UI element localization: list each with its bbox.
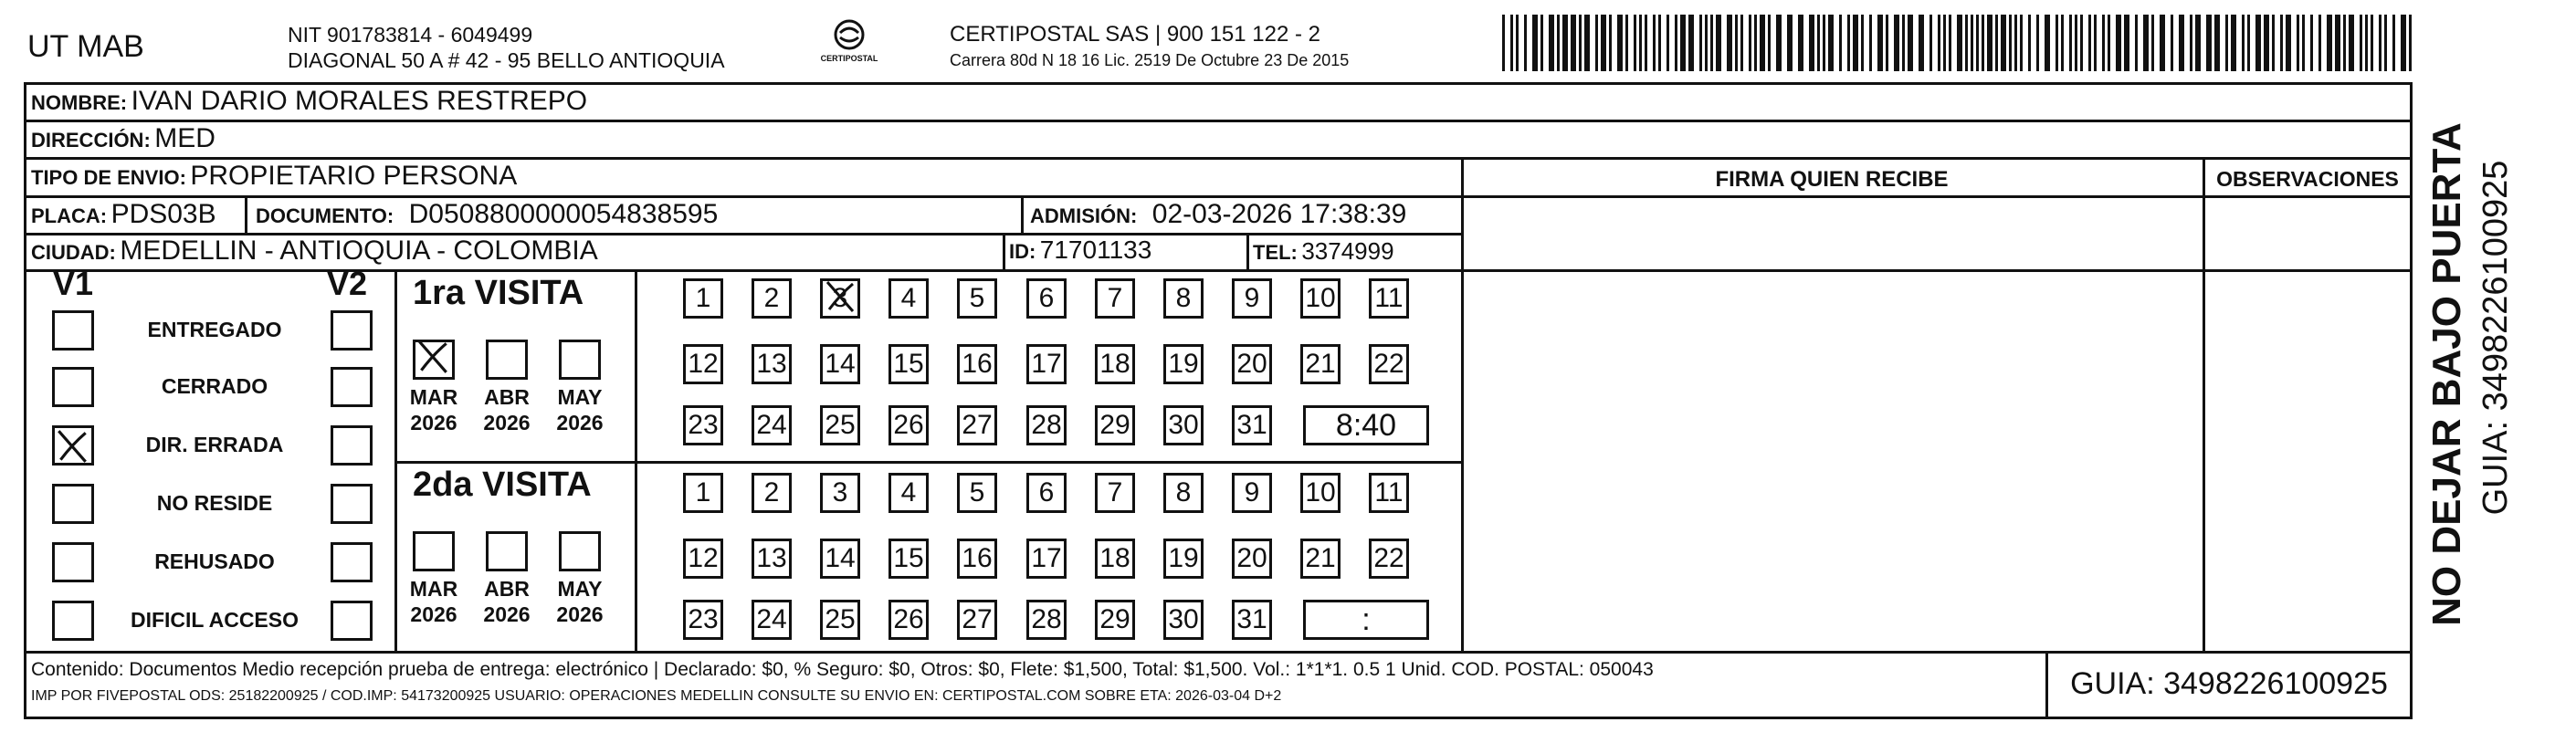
year-label: 2026 [483,602,531,626]
day-box[interactable]: 23 [683,405,723,445]
day-box[interactable]: 28 [1026,600,1067,640]
day-box[interactable]: 12 [683,344,723,384]
observaciones-header: OBSERVACIONES [2216,167,2399,191]
day-box[interactable]: 8 [1163,278,1204,319]
day-box[interactable]: 10 [1300,278,1341,319]
status-label: CERRADO [161,374,268,398]
day-box[interactable]: 21 [1300,344,1341,384]
day-box[interactable]: 2 [752,278,792,319]
day-box[interactable]: 19 [1163,539,1204,579]
day-box[interactable]: 11 [1369,473,1409,513]
status-label: ENTREGADO [147,318,282,341]
day-box[interactable]: 7 [1095,473,1135,513]
day-box[interactable]: 30 [1163,405,1204,445]
footer-content: Contenido: Documentos Medio recepción prueba de entrega: electrónico | Declarado: $0, % Seguro: $0, Otros: $0, Flete: $1,500, Total: $1,500. Vol.: 1*1*1. 0.5 1 Unid. COD. POSTAL: 050043 [31,659,1654,680]
tel-value: 3374999 [1301,237,1394,265]
day-box[interactable]: 4 [888,278,929,319]
company-nit: NIT 901783814 - 6049499 [288,23,533,47]
day-box[interactable]: 22 [1369,539,1409,579]
month-label: MAR [409,385,458,409]
barcode [1502,15,2415,71]
time-box[interactable]: 8:40 [1303,405,1429,445]
day-box[interactable]: 10 [1300,473,1341,513]
year-label: 2026 [556,411,604,434]
certipostal-logo [808,18,890,63]
status-label: NO RESIDE [156,491,273,515]
ciudad-label: CIUDAD: [31,241,116,264]
year-label: 2026 [556,602,604,626]
month-label: MAY [557,577,603,601]
day-box[interactable]: 27 [957,600,997,640]
logo-icon [829,18,869,51]
day-box[interactable]: 7 [1095,278,1135,319]
field-direccion [31,123,216,154]
day-box[interactable]: 11 [1369,278,1409,319]
day-box[interactable]: 30 [1163,600,1204,640]
company-code: UT MAB [27,29,144,64]
day-check-mark-icon [822,278,858,315]
v2-checkbox[interactable] [331,601,373,641]
nombre-label: NOMBRE: [31,91,128,114]
side-warning-text: NO DEJAR BAJO PUERTA [2424,122,2469,626]
v1-header: V1 [53,265,94,302]
month-label: ABR [484,577,530,601]
nombre-value: IVAN DARIO MORALES RESTREPO [131,86,588,116]
month-check-mark-icon [414,338,452,376]
day-box[interactable]: 16 [957,539,997,579]
tel-label: TEL: [1253,241,1298,264]
day-box[interactable]: 14 [820,539,860,579]
v1-checkbox[interactable] [52,484,94,524]
year-label: 2026 [410,602,457,626]
carrier-license: Carrera 80d N 18 16 Lic. 2519 De Octubre 23 De 2015 [950,51,1350,69]
year-label: 2026 [483,411,531,434]
status-label: DIR. ERRADA [145,433,284,456]
day-box[interactable]: 28 [1026,405,1067,445]
observations-area[interactable] [2208,274,2409,646]
day-box[interactable]: 9 [1232,278,1272,319]
v1-checkbox[interactable] [52,601,94,641]
day-box[interactable]: 18 [1095,344,1135,384]
day-box[interactable]: 17 [1026,344,1067,384]
day-box[interactable]: 2 [752,473,792,513]
id-label: ID: [1009,240,1036,263]
v1-checkbox[interactable] [52,310,94,351]
field-nombre [31,86,587,117]
field-tel [1253,237,1394,266]
day-box[interactable]: 14 [820,344,860,384]
documento-label: DOCUMENTO: [256,204,394,227]
day-box[interactable]: 13 [752,539,792,579]
admision-value: 02-03-2026 17:38:39 [1151,199,1407,229]
day-box[interactable]: 4 [888,473,929,513]
footer-imp: IMP POR FIVEPOSTAL ODS: 25182200925 / COD.IMP: 54173200925 USUARIO: OPERACIONES MEDELLIN CONSULTE SU ENVIO EN: CERTIPOSTAL.COM SOBRE ETA: 2026-03-04 D+2 [31,688,1282,704]
time-box[interactable]: : [1303,600,1429,640]
day-box[interactable]: 3 [820,278,860,319]
v2-checkbox[interactable] [331,367,373,407]
field-admision [1030,199,1406,230]
day-box[interactable]: 17 [1026,539,1067,579]
month-label: ABR [484,385,530,409]
visit1-title: 1ra VISITA [413,274,584,312]
day-box[interactable]: 25 [820,405,860,445]
field-ciudad [31,235,598,267]
day-box[interactable]: 12 [683,539,723,579]
day-box[interactable]: 25 [820,600,860,640]
month-label: MAR [409,577,458,601]
field-placa [31,199,216,230]
carrier-name: CERTIPOSTAL SAS | 900 151 122 - 2 [950,22,1320,47]
ciudad-value: MEDELLIN - ANTIOQUIA - COLOMBIA [120,235,598,266]
month-checkbox[interactable] [486,340,528,380]
tipo-label: TIPO DE ENVIO: [31,166,186,189]
side-guia-text: GUIA: 3498226100925 [2476,160,2515,516]
v1-checkbox[interactable] [52,542,94,582]
day-box[interactable]: 29 [1095,600,1135,640]
field-tipo-envio [31,161,517,192]
month-checkbox[interactable] [486,531,528,571]
documento-value: D0508800000054838595 [408,199,719,229]
v1-check-mark-icon [53,427,91,466]
footer-guia: GUIA: 3498226100925 [2070,666,2388,701]
placa-value: PDS03B [110,199,216,229]
logo-text: CERTIPOSTAL [820,54,878,63]
day-box[interactable]: 24 [752,405,792,445]
id-value: 71701133 [1039,235,1152,264]
day-box[interactable]: 15 [888,539,929,579]
v2-header: V2 [327,265,368,302]
day-box[interactable]: 27 [957,405,997,445]
day-box[interactable]: 31 [1232,405,1272,445]
month-checkbox[interactable] [559,340,601,380]
admision-label: ADMISIÓN: [1030,204,1138,227]
day-box[interactable]: 20 [1232,344,1272,384]
company-address: DIAGONAL 50 A # 42 - 95 BELLO ANTIOQUIA [288,48,725,72]
day-box[interactable]: 13 [752,344,792,384]
day-box[interactable]: 26 [888,600,929,640]
day-box[interactable]: 8 [1163,473,1204,513]
day-box[interactable]: 16 [957,344,997,384]
v1-checkbox[interactable] [52,367,94,407]
v2-checkbox[interactable] [331,425,373,466]
day-box[interactable]: 5 [957,473,997,513]
month-checkbox[interactable] [559,531,601,571]
v2-checkbox[interactable] [331,542,373,582]
side-warning [2424,119,2481,630]
day-box[interactable]: 26 [888,405,929,445]
day-box[interactable]: 22 [1369,344,1409,384]
day-box[interactable]: 1 [683,278,723,319]
visit2-title: 2da VISITA [413,466,592,504]
day-box[interactable]: 6 [1026,278,1067,319]
tipo-value: PROPIETARIO PERSONA [190,161,518,191]
status-label: DIFICIL ACCESO [130,608,299,632]
day-box[interactable]: 6 [1026,473,1067,513]
status-label: REHUSADO [154,549,275,573]
month-label: MAY [557,385,603,409]
carrier-info [950,22,1349,73]
day-box[interactable]: 24 [752,600,792,640]
day-box[interactable]: 18 [1095,539,1135,579]
direccion-value: MED [154,123,216,153]
side-guia [2476,119,2522,557]
day-box[interactable]: 20 [1232,539,1272,579]
field-documento [256,199,718,230]
v2-checkbox[interactable] [331,484,373,524]
day-box[interactable]: 5 [957,278,997,319]
firma-header: FIRMA QUIEN RECIBE [1715,167,1949,192]
day-box[interactable]: 21 [1300,539,1341,579]
day-box[interactable]: 3 [820,473,860,513]
day-box[interactable]: 19 [1163,344,1204,384]
day-box[interactable]: 23 [683,600,723,640]
placa-label: PLACA: [31,204,108,227]
company-info [288,22,725,73]
field-id [1009,235,1151,265]
day-box[interactable]: 9 [1232,473,1272,513]
day-box[interactable]: 29 [1095,405,1135,445]
month-checkbox[interactable] [413,531,455,571]
day-box[interactable]: 1 [683,473,723,513]
day-box[interactable]: 31 [1232,600,1272,640]
day-box[interactable]: 15 [888,344,929,384]
direccion-label: DIRECCIÓN: [31,129,151,152]
year-label: 2026 [410,411,457,434]
v2-checkbox[interactable] [331,310,373,351]
signature-area[interactable] [1467,274,2197,646]
